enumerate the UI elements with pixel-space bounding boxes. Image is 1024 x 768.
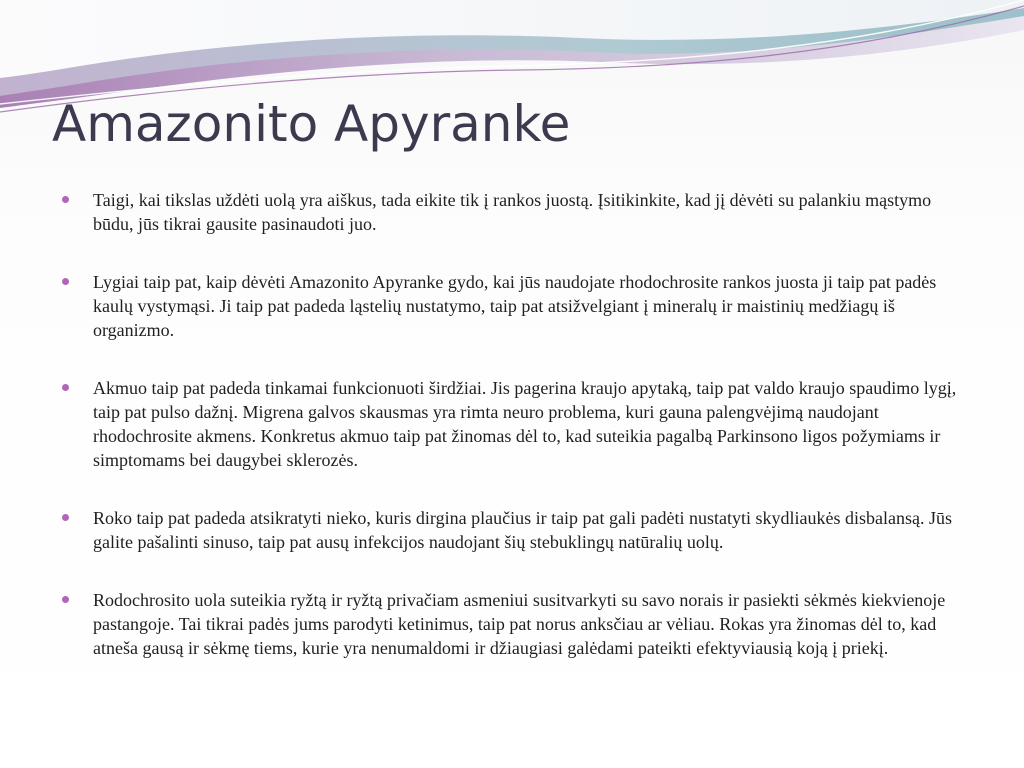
bullet-icon bbox=[62, 384, 69, 391]
bullet-item bbox=[62, 188, 962, 236]
bullet-text: Rodochrosito uola suteikia ryžtą ir ryžtą privačiam asmeniui susitvarkyti su savo norais ir pasiekti sėkmės kiekvienoje pastangoje. Tai tikrai padės jums parodyti ketinimus, taip pat norus anksčiau ar vėliau. Rokas yra žinomas dėl to, kad atneša gausą ir sėkmę tiems, kurie yra nenumaldomi ir džiaugiasi galėdami pateikti efektyviausią koją į priekį. bbox=[93, 590, 946, 658]
bullet-text: Akmuo taip pat padeda tinkamai funkcionuoti širdžiai. Jis pagerina kraujo apytaką, taip pat valdo kraujo spaudimo lygį, taip pat pulso dažnį. Migrena galvos skausmas yra rimta neuro problema, kuri gauna palengvėjimą naudojant rhodochrosite akmens. Konkretus akmuo taip pat žinomas dėl to, kad suteikia pagalbą Parkinsono ligos požymiams ir simptomams bei daugybei sklerozės. bbox=[93, 378, 957, 470]
bullet-icon bbox=[62, 196, 69, 203]
bullet-text: Lygiai taip pat, kaip dėvėti Amazonito Apyranke gydo, kai jūs naudojate rhodochrosite rankos juosta ji taip pat padės kaulų vystymąsi. Ji taip pat padeda ląstelių nustatymo, taip pat atsižvelgiant į mineralų ir maistinių medžiagų iš organizmo. bbox=[93, 272, 937, 340]
bullet-item bbox=[62, 506, 962, 554]
bullet-icon bbox=[62, 596, 69, 603]
bullet-text: Roko taip pat padeda atsikratyti nieko, kuris dirgina plaučius ir taip pat gali padėti nustatyti skydliaukės disbalansą. Jūs galite pašalinti sinuso, taip pat ausų infekcijos naudojant šių stebuklingų natūralių uolų. bbox=[93, 508, 952, 552]
bullet-item bbox=[62, 270, 962, 342]
bullet-text: Taigi, kai tikslas uždėti uolą yra aiškus, tada eikite tik į rankos juostą. Įsitikinkite, kad jį dėvėti su palankiu mąstymo būdu, jūs tikrai gausite pasinaudoti juo. bbox=[93, 190, 932, 234]
slide-title: Amazonito Apyranke bbox=[52, 95, 571, 153]
bullet-item bbox=[62, 588, 962, 660]
bullet-icon bbox=[62, 278, 69, 285]
bullet-list bbox=[62, 188, 962, 660]
bullet-item bbox=[62, 376, 962, 472]
bullet-icon bbox=[62, 514, 69, 521]
